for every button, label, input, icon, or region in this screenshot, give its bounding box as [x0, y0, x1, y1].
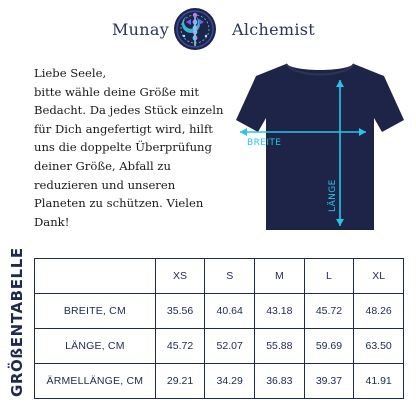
table-cell: 45.72	[304, 294, 354, 329]
row-label-sleeve-length: ÄRMELLÄNGE, CM	[35, 364, 156, 399]
table-cell: 63.50	[354, 329, 404, 364]
table-cell: 36.83	[255, 364, 305, 399]
intro-line: uns die doppelte Überprüfung	[34, 140, 212, 155]
intro-line: Planeten zu schützen. Vielen	[34, 196, 204, 211]
width-label: BREITE	[247, 138, 282, 148]
size-header-xl: XL	[354, 259, 404, 294]
corner-cell	[35, 259, 156, 294]
brand-header	[0, 4, 416, 48]
row-label-width: BREITE, CM	[35, 294, 156, 329]
table-cell: 41.91	[354, 364, 404, 399]
table-cell: 29.21	[155, 364, 205, 399]
intro-line: reduzieren und unseren	[34, 177, 176, 192]
table-cell: 34.29	[205, 364, 255, 399]
size-table	[34, 258, 404, 399]
table-cell: 59.69	[304, 329, 354, 364]
brand-name-left: Munay	[112, 20, 170, 39]
table-cell: 40.64	[205, 294, 255, 329]
width-arrow-left	[240, 128, 247, 136]
intro-text	[34, 64, 239, 231]
row-label-length: LÄNGE, CM	[35, 329, 156, 364]
table-cell: 45.72	[155, 329, 205, 364]
table-cell: 52.07	[205, 329, 255, 364]
intro-line: Dank!	[34, 214, 70, 229]
size-table-header-row	[35, 259, 404, 294]
intro-line: für Dich angefertigt wird, hilft	[34, 121, 213, 136]
tshirt-measurement-diagram	[234, 58, 406, 238]
intro-line: deiner Größe, Abfall zu	[34, 158, 171, 173]
size-header-l: L	[304, 259, 354, 294]
table-cell: 48.26	[354, 294, 404, 329]
table-row	[35, 364, 404, 399]
size-header-xs: XS	[155, 259, 205, 294]
intro-line: Bedacht. Da jedes Stück einzeln	[34, 103, 224, 118]
table-row	[35, 329, 404, 364]
intro-line: Liebe Seele,	[34, 66, 107, 80]
table-cell: 35.56	[155, 294, 205, 329]
table-cell: 55.88	[255, 329, 305, 364]
size-header-m: M	[255, 259, 305, 294]
table-cell: 39.37	[304, 364, 354, 399]
length-label: LÄNGE	[328, 179, 338, 212]
sun-moon-caduceus-icon	[172, 6, 218, 52]
size-header-s: S	[205, 259, 255, 294]
intro-line: bitte wähle deine Größe mit	[34, 84, 199, 99]
size-chart-title: GRÖßENTABELLE	[8, 247, 26, 397]
table-cell: 43.18	[255, 294, 305, 329]
brand-name-right: Alchemist	[232, 20, 316, 39]
table-row	[35, 294, 404, 329]
